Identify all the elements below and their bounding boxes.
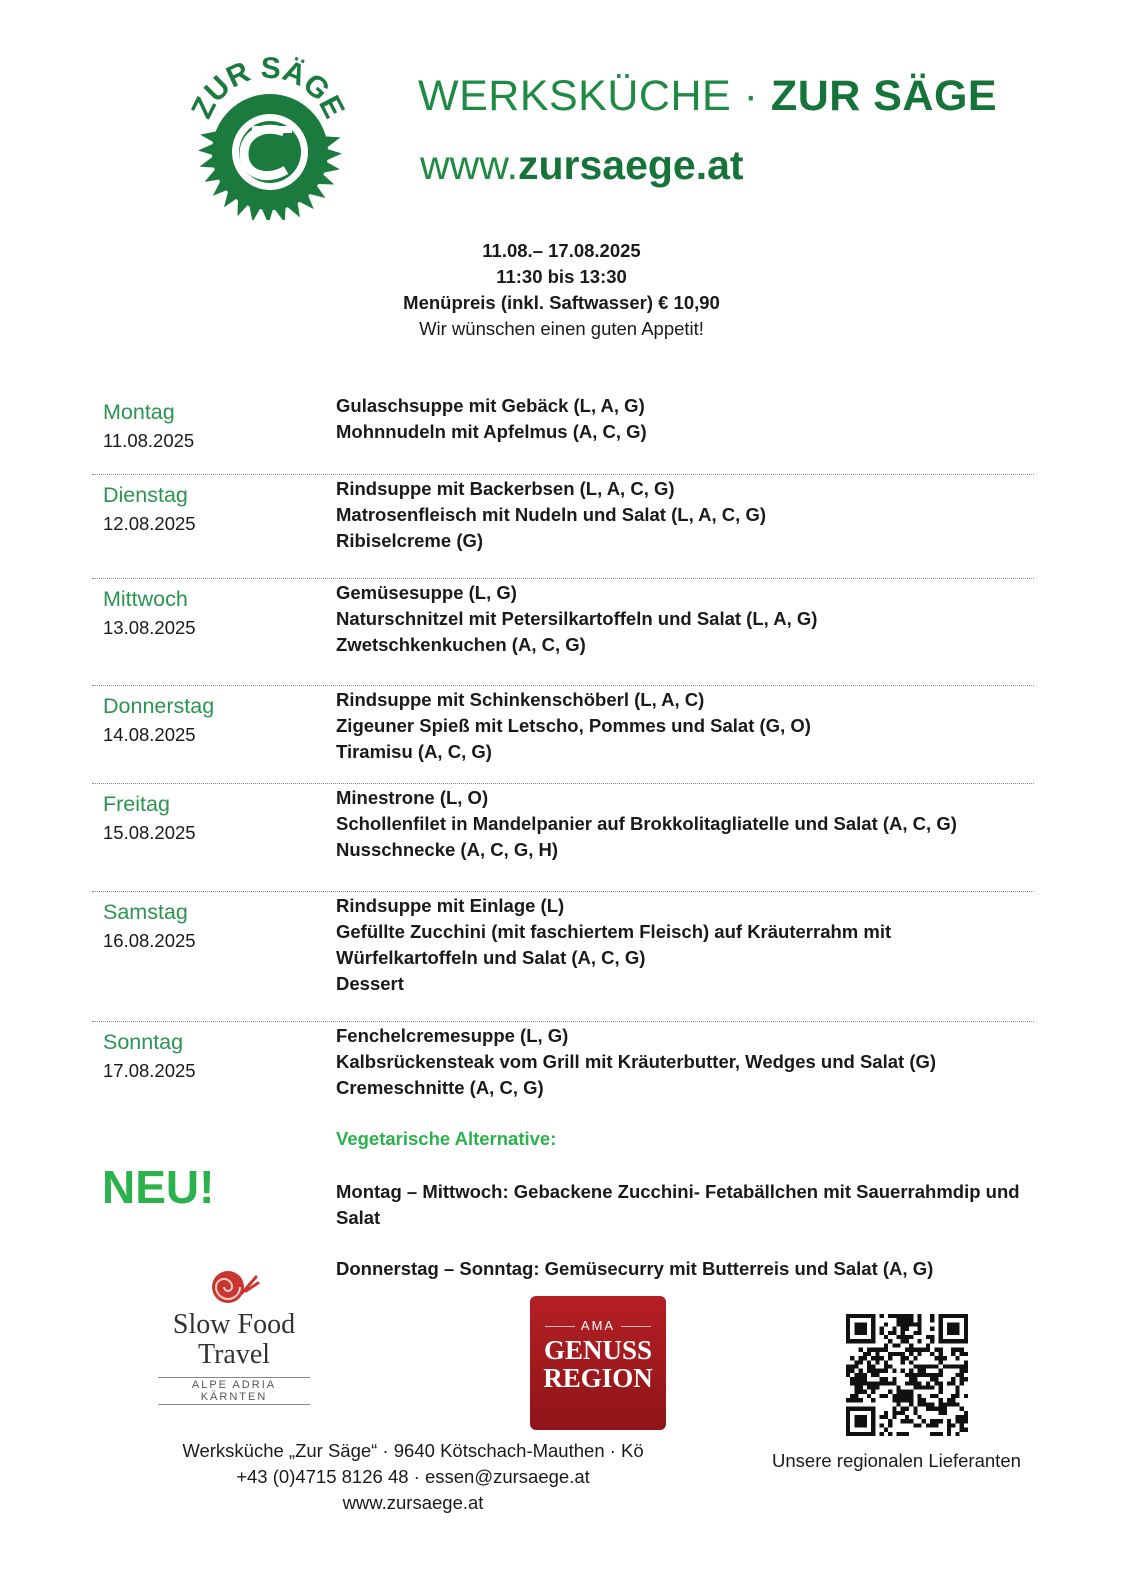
meal-list [336,785,957,863]
meal-item: Nusschnecke (A, C, G, H) [336,839,559,860]
vegetarian-heading: Vegetarische Alternative: [336,1128,557,1149]
greeting: Wir wünschen einen guten Appetit! [419,318,704,339]
meal-item: Gefüllte Zucchini (mit faschiertem Fleisch) auf Kräuterrahm mit [336,921,892,942]
slow-food-title: Slow Food [172,1309,296,1340]
meal-item: Schollenfilet in Mandelpanier auf Brokkolitagliatelle und Salat (A, C, G) [336,813,957,834]
snail-icon [206,1267,262,1307]
day-name: Samstag [103,900,188,924]
day-date: 11.08.2025 [103,430,195,451]
day-date: 16.08.2025 [103,930,196,951]
day-date: 14.08.2025 [103,724,196,745]
slow-food-subtitle: Travel [197,1339,271,1370]
day-date: 15.08.2025 [103,822,196,843]
date-range: 11.08.– 17.08.2025 [482,240,641,261]
day-name: Sonntag [103,1030,184,1054]
meal-list [336,393,647,445]
row-divider [92,783,1034,784]
new-badge: NEU! [102,1161,215,1213]
meal-item: Fenchelcremesuppe (L, G) [336,1025,569,1046]
day-name: Montag [103,400,175,424]
meal-item: Rindsuppe mit Backerbsen (L, A, C, G) [336,478,675,499]
meal-item: Gemüsesuppe (L, G) [336,582,517,603]
meal-item: Minestrone (L, O) [336,787,489,808]
day-name: Donnerstag [103,694,215,718]
footer-contact [0,1438,826,1516]
ama-genuss-region-logo [530,1296,666,1430]
meal-list [336,476,766,554]
website-link[interactable]: www.zursaege.at [420,142,744,188]
row-divider [92,891,1034,892]
meal-item: Ribiselcreme (G) [336,530,484,551]
meal-item: Cremeschnitte (A, C, G) [336,1077,544,1098]
day-name: Mittwoch [103,587,188,611]
ama-line-2: REGION [543,1363,653,1393]
footer-website[interactable]: www.zursaege.at [342,1492,484,1513]
vegetarian-option-2: Donnerstag – Sonntag: Gemüsecurry mit Butterreis und Salat (A, G) [336,1258,934,1279]
day-date: 13.08.2025 [103,617,196,638]
zur-saege-logo [178,50,360,220]
qr-code[interactable] [846,1314,968,1436]
meal-item: Naturschnitzel mit Petersilkartoffeln und Salat (L, A, G) [336,608,818,629]
page-title: WERKSKÜCHE · ZUR SÄGE [418,72,998,120]
meal-item: Zwetschkenkuchen (A, C, G) [336,634,586,655]
row-divider [92,685,1034,686]
slow-food-logo [150,1265,318,1405]
meal-item: Matrosenfleisch mit Nudeln und Salat (L, A, C, G) [336,504,766,525]
day-date: 17.08.2025 [103,1060,196,1081]
meal-item: Gulaschsuppe mit Gebäck (L, A, G) [336,395,645,416]
meal-list [336,1023,936,1101]
menu-info [0,238,1123,342]
day-date: 12.08.2025 [103,513,196,534]
service-time: 11:30 bis 13:30 [496,266,627,287]
menu-price: Menüpreis (inkl. Saftwasser) € 10,90 [403,292,720,313]
row-divider [92,474,1034,475]
vegetarian-option-1: Montag – Mittwoch: Gebackene Zucchini- Fetabällchen mit Sauerrahmdip und Salat [336,1181,1020,1228]
logo-text: ZUR SÄGE [185,51,351,124]
qr-code-icon [846,1314,968,1436]
row-divider [92,578,1034,579]
meal-item: Tiramisu (A, C, G) [336,741,492,762]
meal-list [336,687,811,765]
ama-label: AMA [530,1318,666,1333]
qr-caption: Unsere regionalen Lieferanten [772,1450,1021,1471]
day-name: Dienstag [103,483,188,507]
meal-item: Dessert [336,973,404,994]
meal-list [336,893,891,997]
row-divider [92,1021,1034,1022]
meal-item: Rindsuppe mit Schinkenschöberl (L, A, C) [336,689,705,710]
day-name: Freitag [103,792,170,816]
meal-list [336,580,817,658]
ama-line-1: GENUSS [543,1335,653,1365]
footer-address: Werksküche „Zur Säge“ · 9640 Kötschach-Mauthen · Kö [182,1440,644,1461]
meal-item: Zigeuner Spieß mit Letscho, Pommes und Salat (G, O) [336,715,811,736]
meal-item: Rindsuppe mit Einlage (L) [336,895,565,916]
meal-item: Kalbsrückensteak vom Grill mit Kräuterbutter, Wedges und Salat (G) [336,1051,937,1072]
footer-phone-email: +43 (0)4715 8126 48 · essen@zursaege.at [236,1466,590,1487]
meal-item: Würfelkartoffeln und Salat (A, C, G) [336,947,646,968]
slow-food-region: ALPE ADRIA KÄRNTEN [158,1377,310,1405]
meal-item: Mohnnudeln mit Apfelmus (A, C, G) [336,421,647,442]
